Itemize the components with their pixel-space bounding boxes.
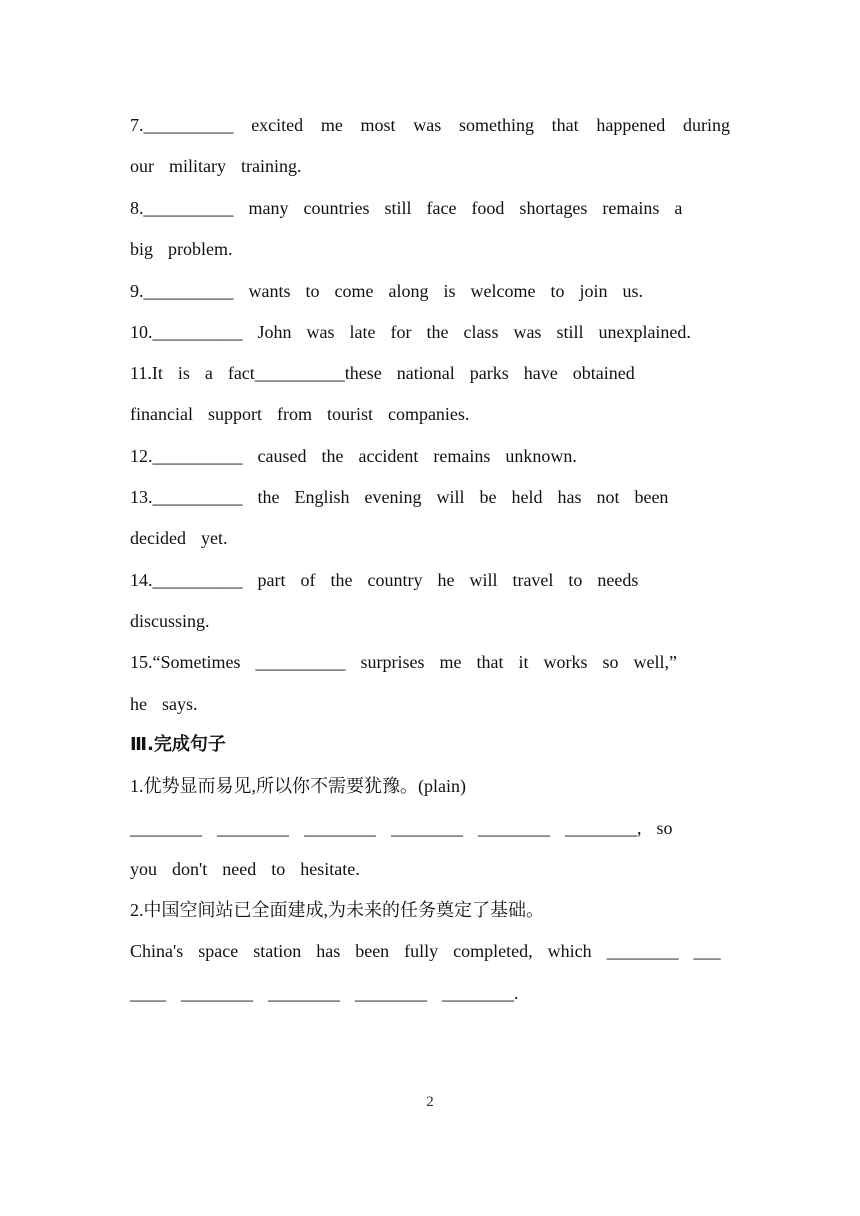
sentence-1-blanks: ________ ________ ________ ________ ________ ________, so	[130, 818, 673, 838]
question-9: 9.__________ wants to come along is welcome to join us.	[130, 281, 643, 301]
question-13-line-2: decided yet.	[130, 528, 228, 548]
question-13-line-1: 13.__________ the English evening will be held has not been	[130, 487, 669, 507]
question-14-line-2: discussing.	[130, 611, 210, 631]
question-14-line-1: 14.__________ part of the country he will travel to needs	[130, 570, 639, 590]
question-15-line-1: 15.“Sometimes __________ surprises me that it works so well,”	[130, 652, 677, 672]
sentence-2-line-2: ____ ________ ________ ________ ________.	[130, 983, 519, 1003]
sentence-1-prompt: 1.优势显而易见,所以你不需要犹豫。(plain)	[130, 776, 466, 796]
question-11-line-2: financial support from tourist companies.	[130, 404, 470, 424]
question-12: 12.__________ caused the accident remains unknown.	[130, 446, 577, 466]
page-number: 2	[426, 1094, 434, 1110]
sentence-2-line-1: China's space station has been fully completed, which ________ ___	[130, 941, 721, 961]
question-10: 10.__________ John was late for the class was still unexplained.	[130, 322, 691, 342]
question-8-line-2: big problem.	[130, 239, 233, 259]
section-heading: Ⅲ.完成句子	[130, 734, 226, 755]
question-8-line-1: 8.__________ many countries still face food shortages remains a	[130, 198, 683, 218]
sentence-2-prompt: 2.中国空间站已全面建成,为未来的任务奠定了基础。	[130, 900, 544, 920]
question-7-line-1: 7.__________ excited me most was something that happened during	[130, 115, 730, 135]
question-15-line-2: he says.	[130, 694, 198, 714]
question-11-line-1: 11.It is a fact__________these national parks have obtained	[130, 363, 635, 383]
sentence-1-ending: you don't need to hesitate.	[130, 859, 360, 879]
question-7-line-2: our military training.	[130, 156, 302, 176]
